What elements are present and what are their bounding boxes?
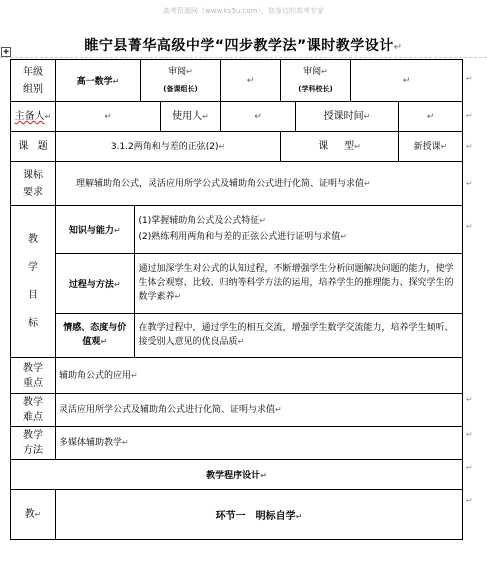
cell-mark: ↵ [131, 370, 138, 380]
goal-process-text: 通过加深学生对公式的认知过程，不断增强学生分析问题解决问题的能力，使学生体会观察、比较、归纳等科学方法的运用，培养学生的推理能力、探究学生的数学素养 [138, 264, 454, 302]
step-one-text: 环节一 明标自学 [215, 511, 296, 522]
diff-label-1: 教学 [23, 397, 43, 408]
cell-mark: ↵ [363, 112, 371, 121]
method-text: 多媒体辅助教学 [59, 438, 123, 448]
goal-content-attitude[interactable] [134, 313, 462, 357]
grade-group-label [11, 60, 56, 102]
req-label-1: 课标 [23, 169, 43, 181]
page-title [0, 35, 487, 55]
method-value[interactable] [56, 427, 463, 460]
lesson-plan-table [10, 59, 463, 540]
topic-value[interactable] [56, 132, 281, 162]
goal-content-knowledge[interactable] [134, 206, 462, 253]
type-label-2: 型 [344, 141, 355, 152]
goal-knowledge-line-2-text: (2)熟练利用两角和与差的正弦公式进行证明与求值 [138, 232, 341, 243]
goal-knowledge-line-1 [139, 213, 459, 229]
row-end-mark: ↵ [466, 496, 473, 505]
review-value-1[interactable]: ↵ [221, 60, 281, 102]
row-end-mark: ↵ [466, 111, 473, 120]
goal-name-knowledge [56, 206, 134, 253]
cell-mark: ↵ [354, 142, 361, 151]
cell-mark: ↵ [295, 512, 303, 521]
cell-mark: ↵ [321, 67, 328, 76]
key-label-1: 教学 [23, 362, 43, 374]
type-label [281, 132, 399, 162]
req-text: 理解辅助角公式，灵活应用所学公式及辅助角公式进行化简、证明与求值 [76, 178, 365, 189]
time-value[interactable]: ↵ [399, 102, 463, 132]
watermark: 高考资源网（www.ks5u.com），您身边的高考专家 [162, 7, 325, 15]
cell-mark: ↵ [122, 438, 129, 447]
review-cell-2[interactable] [281, 60, 351, 102]
goal-label-3: 目 [28, 289, 38, 301]
diff-label-2: 难点 [23, 412, 43, 423]
goal-name-process-text: 过程与方法 [68, 279, 114, 290]
review-text-1: 审阅 [168, 67, 187, 77]
review-value-2[interactable]: ↵ [351, 60, 463, 102]
method-label-1: 教学 [23, 430, 43, 441]
goals-subtable [56, 206, 462, 357]
type-value[interactable] [399, 132, 463, 162]
difficulty-value[interactable] [56, 394, 463, 427]
goal-knowledge-line-2 [139, 229, 459, 245]
type-text: 新授课 [413, 141, 441, 152]
row-end-mark: ↵ [466, 179, 473, 188]
user-label [161, 102, 221, 132]
cell-mark: ↵ [218, 141, 226, 151]
goal-name-knowledge-text: 知识与能力 [68, 225, 114, 236]
program-title-text: 教学程序设计 [206, 471, 261, 481]
time-text: 授课时间 [323, 111, 364, 122]
row-end-mark: ↵ [466, 395, 473, 404]
cell-mark: ↵ [275, 405, 282, 414]
top-divider [0, 57, 487, 58]
review-label-1 [144, 64, 217, 77]
goal-name-process [56, 253, 134, 313]
topic-text: 3.1.2两角和与差的正弦(2) [110, 141, 219, 152]
goal-label-1: 教 [28, 233, 38, 245]
goals-content [56, 206, 463, 358]
goal-content-process[interactable] [134, 253, 462, 313]
cell-mark: ↵ [34, 510, 42, 519]
preparer-text: 主备人 [14, 111, 45, 122]
method-label-2: 方法 [23, 445, 43, 456]
step-one-title[interactable] [56, 490, 463, 540]
req-label-2: 要求 [23, 186, 43, 198]
row-end-mark: ↵ [466, 74, 473, 83]
cell-mark: ↵ [113, 279, 121, 289]
row-end-mark: ↵ [466, 430, 473, 439]
requirement-value[interactable] [56, 162, 463, 206]
goal-row-process [56, 253, 462, 313]
row-end-mark: ↵ [466, 222, 473, 231]
goal-name-attitude [56, 313, 134, 357]
goal-label-2: 学 [28, 261, 38, 273]
cell-mark: ↵ [340, 232, 347, 242]
group-label: 组别 [23, 83, 43, 95]
review-cell-1[interactable] [141, 60, 221, 102]
cell-mark: ↵ [113, 225, 121, 235]
requirement-label [11, 162, 56, 206]
row-step-one [11, 490, 463, 540]
row-key-point [11, 358, 463, 394]
cell-mark: ↵ [112, 77, 120, 86]
key-point-value[interactable] [56, 358, 463, 394]
goals-label [11, 206, 56, 358]
cell-mark: ↵ [100, 337, 108, 347]
topic-label-2: 题 [37, 141, 48, 152]
user-value[interactable]: ↵ [221, 102, 296, 132]
row-method [11, 427, 463, 460]
review-sub-2: (学科校长) [298, 85, 333, 93]
key-text: 辅助角公式的应用 [59, 370, 132, 381]
key-label-2: 重点 [23, 377, 43, 389]
cell-mark: ↵ [259, 216, 266, 226]
goal-label-4: 标 [28, 317, 38, 329]
grade-label: 年级 [23, 66, 43, 78]
goal-row-attitude [56, 313, 462, 357]
preparer-value[interactable]: ↵ [56, 102, 161, 132]
row-requirement [11, 162, 463, 206]
grade-group-text: 高一数学 [76, 77, 113, 87]
paragraph-mark-icon: ↵ [393, 42, 403, 53]
goal-name-attitude-text: 情感、态度与价值观 [63, 323, 127, 348]
difficulty-label [11, 394, 56, 427]
goal-attitude-text: 在教学过程中，通过学生的相互交流，增强学生数学交流能力，培养学生倾听、接受别人意见的优良品质 [138, 323, 454, 348]
goal-knowledge-line-1-text: (1)掌握辅助角公式及公式特征 [138, 216, 260, 227]
cell-mark: ↵ [237, 337, 245, 347]
review-sub-1: (备课组长) [163, 85, 198, 93]
row-goals [11, 206, 463, 358]
row-difficulty [11, 394, 463, 427]
bottom-label [11, 490, 56, 540]
review-label-2 [284, 64, 347, 77]
row-end-mark: ↵ [466, 142, 473, 151]
preparer-label [11, 102, 56, 132]
bottom-label-text: 教 [24, 509, 35, 520]
diff-text: 灵活应用所学公式及辅助角公式进行化简、证明与求值 [59, 405, 276, 415]
topic-label [11, 132, 56, 162]
row-grade [11, 60, 463, 102]
user-text: 使用人 [172, 111, 203, 122]
key-point-label [11, 358, 56, 394]
review-text-2: 审阅 [303, 67, 322, 77]
goal-row-knowledge [56, 206, 462, 253]
cell-mark: ↵ [260, 471, 267, 480]
time-label [296, 102, 399, 132]
row-end-mark: ↵ [466, 463, 473, 472]
grade-group-value[interactable] [56, 60, 141, 102]
type-label-1: 课 [318, 141, 329, 152]
cell-mark: ↵ [174, 292, 182, 301]
page-title-text: 睢宁县菁华高级中学“四步教学法”课时教学设计 [84, 38, 394, 54]
cell-mark: ↵ [364, 178, 371, 188]
method-label [11, 427, 56, 460]
program-title [11, 460, 463, 490]
table-anchor-icon[interactable]: ✚ [1, 47, 11, 57]
cell-mark: ↵ [202, 112, 209, 121]
row-program-title [11, 460, 463, 490]
topic-label-1: 课 [18, 141, 29, 152]
row-preparer [11, 102, 463, 132]
cell-mark: ↵ [44, 112, 52, 121]
row-topic [11, 132, 463, 162]
cell-mark: ↵ [440, 141, 448, 151]
cell-mark: ↵ [186, 67, 193, 76]
